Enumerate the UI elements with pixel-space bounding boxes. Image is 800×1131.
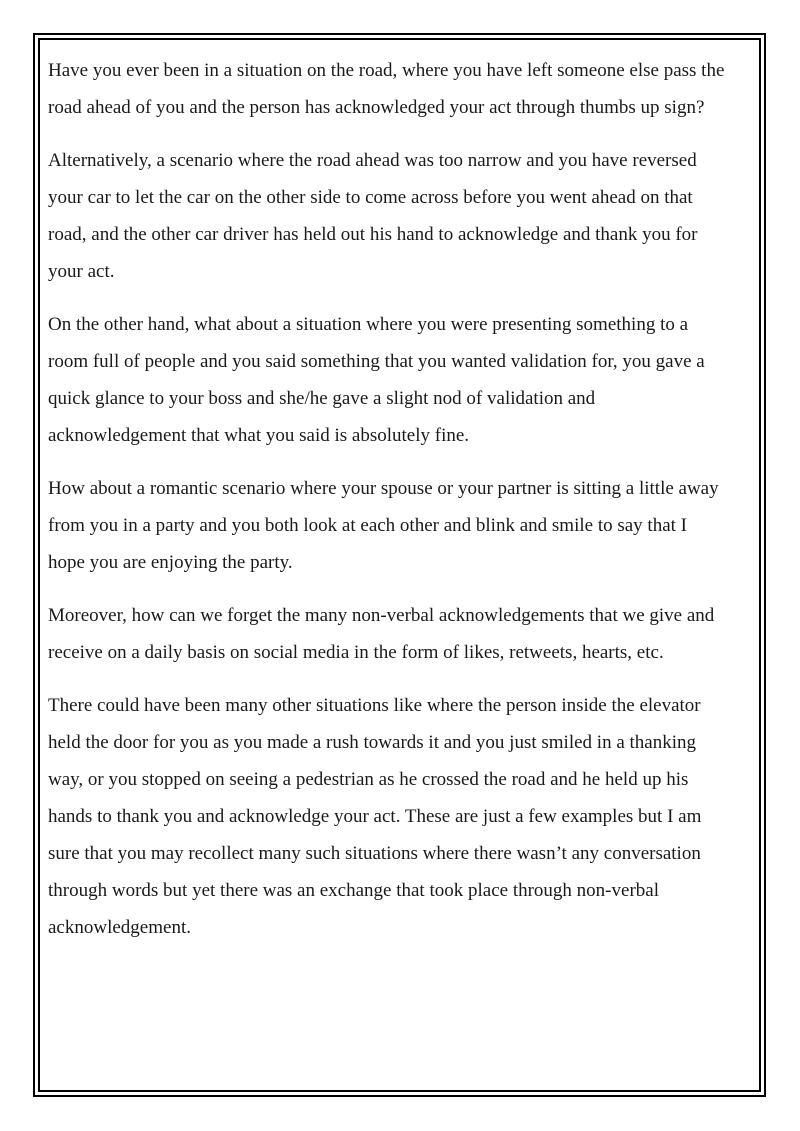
document-body bbox=[48, 52, 728, 962]
paragraph-romantic: How about a romantic scenario where your spouse or your partner is sitting a little away from you in a party and you both look at each other and blink and smile to say that I hope you are enjoying the party. bbox=[48, 478, 719, 573]
paragraph-social-media: Moreover, how can we forget the many non-verbal acknowledgements that we give and receive on a daily basis on social media in the form of likes, retweets, hearts, etc. bbox=[48, 605, 715, 663]
paragraph-other-situations: There could have been many other situations like where the person inside the elevator held the door for you as you made a rush towards it and you just smiled in a thanking way, or you stopped on seeing a pedestrian as he crossed the road and he held up his hands to thank you and acknowledge your act. These are just a few examples but I am sure that you may recollect many such situations where there wasn’t any conversation through words but yet there was an exchange that took place through non-verbal acknowledgement. bbox=[48, 695, 702, 938]
paragraph-narrow-road: Alternatively, a scenario where the road ahead was too narrow and you have reversed your car to let the car on the other side to come across before you went ahead on that road, and the other car driver has held out his hand to acknowledge and thank you for your act. bbox=[48, 150, 698, 282]
paragraph-road-pass: Have you ever been in a situation on the road, where you have left someone else pass the road ahead of you and the person has acknowledged your act through thumbs up sign? bbox=[48, 60, 725, 118]
paragraph-presentation: On the other hand, what about a situation where you were presenting something to a room full of people and you said something that you wanted validation for, you gave a quick glance to your boss and she/he gave a slight nod of validation and acknowledgement that what you said is absolutely fine. bbox=[48, 314, 705, 446]
